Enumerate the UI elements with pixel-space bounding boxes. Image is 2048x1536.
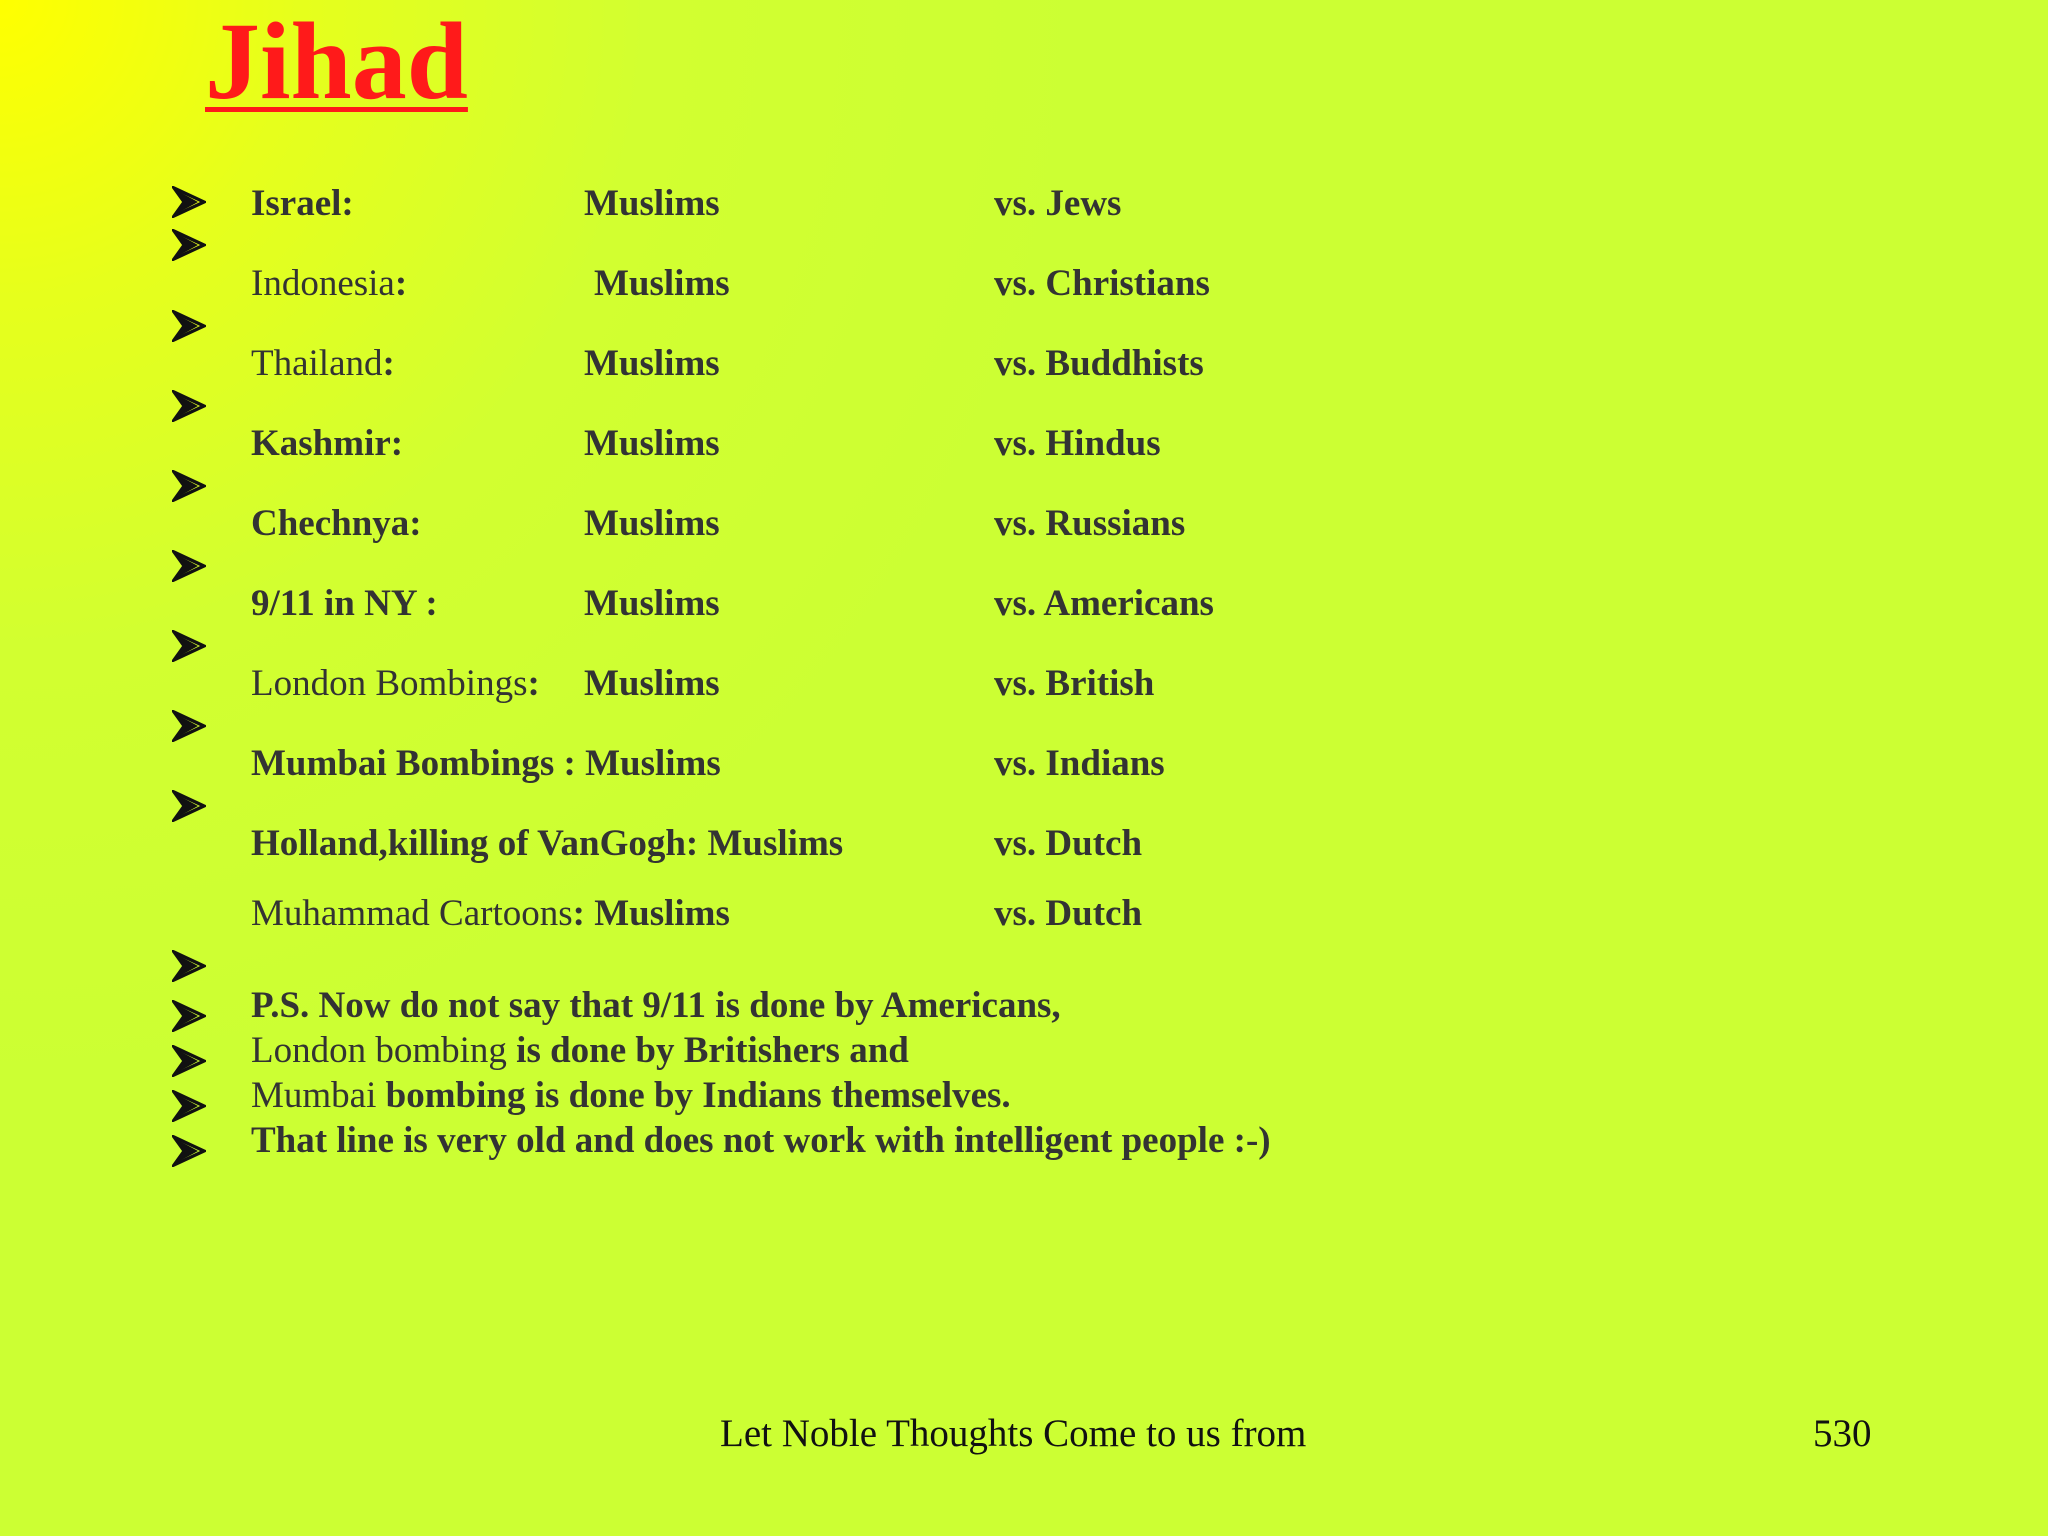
row-region-name: Indonesia	[251, 263, 395, 304]
note-line	[251, 1119, 1271, 1163]
row-region-name: Thailand	[251, 343, 383, 384]
note-normal: London bombing	[251, 1030, 507, 1071]
row-opponent: vs. British	[994, 663, 1155, 704]
arrowhead-bullet-icon	[172, 470, 212, 510]
note-bold: bombing is done by Indians themselves.	[376, 1075, 1011, 1116]
note-normal: Mumbai	[251, 1075, 377, 1116]
row-opponent: vs. Russians	[994, 503, 1186, 544]
arrowhead-bullet-icon	[172, 1000, 212, 1040]
arrowhead-bullet-icon	[172, 1045, 212, 1085]
arrowhead-bullet-icon	[172, 950, 212, 990]
row-region: Holland,killing of VanGogh: Muslims	[251, 823, 844, 864]
row-side: Muslims	[584, 583, 720, 624]
row-side: Muslims	[584, 423, 720, 464]
row-region	[251, 662, 540, 706]
row-region: Mumbai Bombings : Muslims	[251, 743, 721, 784]
row-opponent: vs. Indians	[994, 743, 1165, 784]
row-region	[251, 892, 730, 936]
row-side: Muslims	[584, 343, 720, 384]
row-opponent: vs. Dutch	[994, 823, 1143, 864]
row-region: Kashmir:	[251, 423, 404, 464]
row-region-colon: :	[382, 343, 395, 384]
row-region-colon: :	[527, 663, 540, 704]
page-number: 530	[1813, 1412, 1872, 1455]
row-side: Muslims	[594, 263, 730, 304]
note-bold: P.S. Now do not say that 9/11 is done by Americans,	[251, 985, 1061, 1026]
arrowhead-bullet-icon	[172, 390, 212, 430]
row-region-colon: : Muslims	[572, 893, 730, 934]
arrowhead-bullet-icon	[172, 229, 212, 269]
row-region-name: Muhammad Cartoons	[251, 893, 573, 934]
note-line	[251, 1029, 909, 1073]
note-bold: is done by Britishers and	[506, 1030, 909, 1071]
arrowhead-bullet-icon	[172, 1090, 212, 1130]
row-region: Chechnya:	[251, 503, 422, 544]
row-opponent: vs. Dutch	[994, 893, 1143, 934]
row-opponent: vs. Christians	[994, 263, 1210, 304]
row-region-name: London Bombings	[251, 663, 528, 704]
row-opponent: vs. Hindus	[994, 423, 1161, 464]
arrowhead-bullet-icon	[172, 710, 212, 750]
note-line	[251, 1074, 1011, 1118]
arrowhead-bullet-icon	[172, 186, 212, 226]
row-opponent: vs. Americans	[994, 583, 1214, 624]
row-side: Muslims	[584, 663, 720, 704]
slide-title: Jihad	[205, 0, 468, 122]
row-region: 9/11 in NY :	[251, 583, 438, 624]
footer-text: Let Noble Thoughts Come to us from	[720, 1412, 1307, 1455]
row-side: Muslims	[584, 503, 720, 544]
row-side: Muslims	[584, 183, 720, 224]
arrowhead-bullet-icon	[172, 1135, 212, 1175]
row-region: Israel:	[251, 183, 354, 224]
row-opponent: vs. Buddhists	[994, 343, 1204, 384]
arrowhead-bullet-icon	[172, 790, 212, 830]
row-region-colon: :	[394, 263, 408, 304]
note-bold: That line is very old and does not work with intelligent people :-)	[251, 1120, 1271, 1161]
note-line	[251, 984, 1061, 1028]
arrowhead-bullet-icon	[172, 630, 212, 670]
row-opponent: vs. Jews	[994, 183, 1122, 224]
row-region	[251, 342, 395, 386]
arrowhead-bullet-icon	[172, 310, 212, 350]
row-region	[251, 262, 407, 306]
arrowhead-bullet-icon	[172, 550, 212, 590]
